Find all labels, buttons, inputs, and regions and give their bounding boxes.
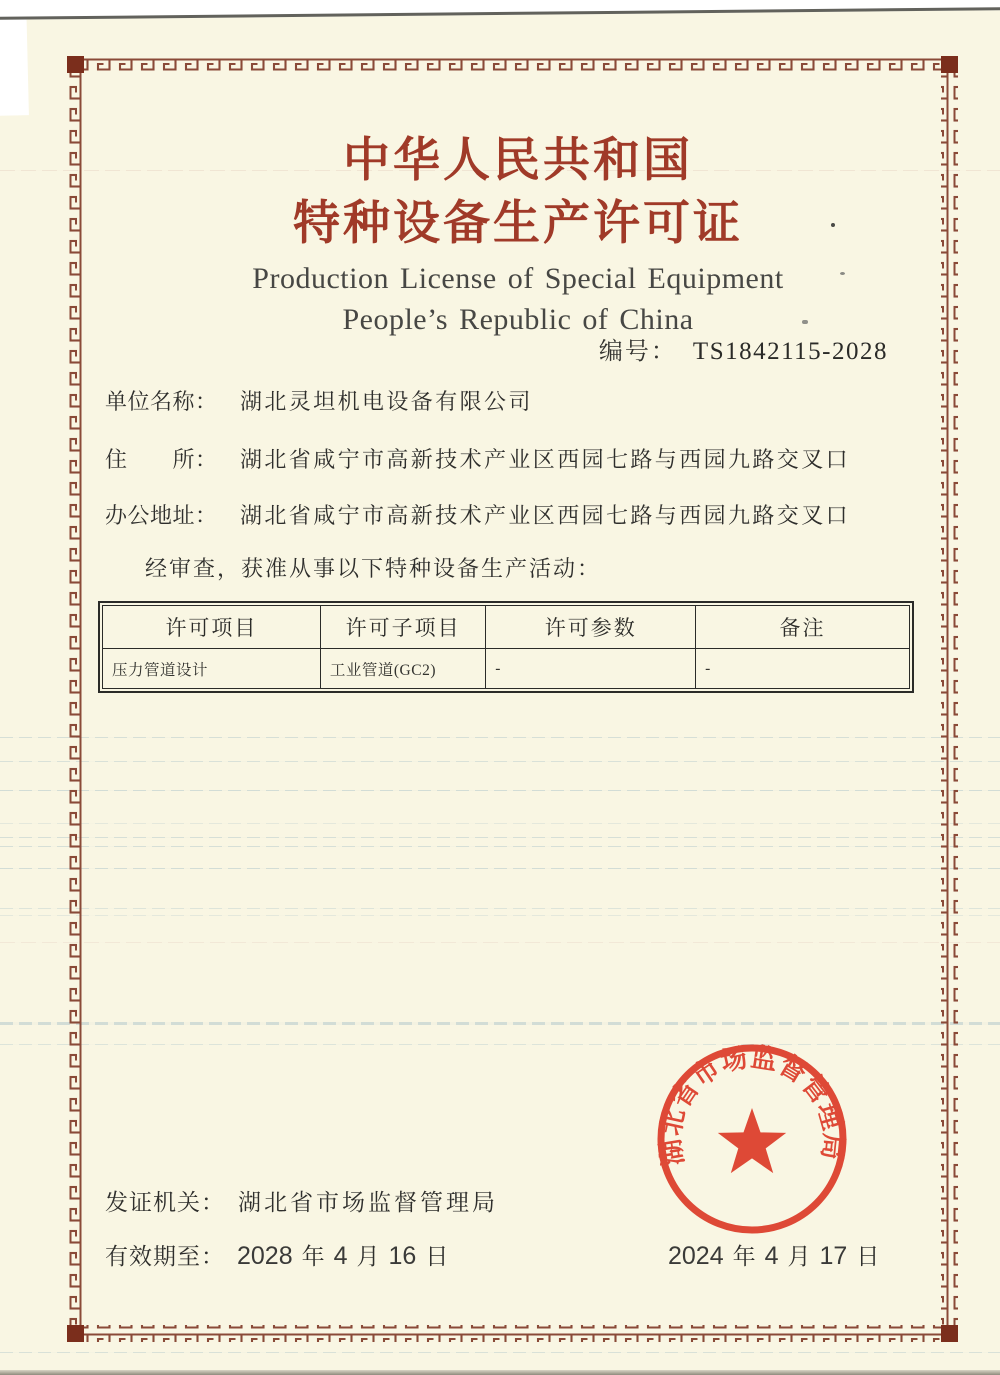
valid-day: 16 [388, 1242, 417, 1270]
table-header-subitem: 许可子项目 [320, 606, 485, 649]
scan-bottom-edge [0, 1370, 1000, 1375]
title-block [78, 130, 958, 338]
scan-line [0, 1352, 1000, 1353]
border-corner-bl [67, 1325, 84, 1342]
license-table [98, 601, 914, 693]
issue-day: 17 [819, 1242, 848, 1270]
table-header-remarks: 备注 [696, 606, 910, 649]
border-corner-tl [67, 56, 84, 73]
field-issuing-authority [105, 1184, 498, 1217]
issue-month: 4 [764, 1242, 779, 1270]
table-cell-item: 压力管道设计 [103, 649, 321, 689]
table-row [103, 649, 910, 689]
issue-year: 2024 [668, 1242, 724, 1270]
title-en-line1: Production License of Special Equipment [252, 262, 784, 295]
table-cell-params: - [486, 649, 696, 689]
title-zh-line2: 特种设备生产许可证 [293, 198, 743, 250]
issue-date-line [663, 1238, 883, 1271]
field-company-name-value: 湖北灵坦机电设备有限公司 [240, 389, 533, 414]
seal-arc-text: 湖北省市场监督管理局 [654, 1041, 849, 1168]
license-number-value: TS1842115-2028 [692, 338, 888, 365]
table-header-row [103, 606, 910, 649]
issue-month-unit: 月 [787, 1244, 811, 1269]
valid-month-unit: 月 [356, 1244, 380, 1269]
field-office-address-label: 办公地址： [105, 503, 218, 528]
seal-star [718, 1108, 786, 1173]
field-residence-label: 住 所： [105, 447, 218, 472]
table-cell-subitem: 工业管道(GC2) [320, 649, 485, 689]
table-header-params: 许可参数 [486, 606, 696, 649]
border-corner-tr [941, 56, 958, 73]
approval-statement: 经审查，获准从事以下特种设备生产活动： [145, 556, 602, 581]
title-en-line2: People’s Republic of China [342, 303, 694, 336]
field-company-name [105, 385, 533, 416]
license-number [599, 331, 888, 366]
scan-top-edge [0, 0, 1000, 20]
title-zh-line1: 中华人民共和国 [343, 135, 693, 187]
field-residence [105, 443, 850, 474]
valid-year: 2028 [237, 1242, 293, 1270]
license-number-label: 编号： [598, 339, 677, 365]
issue-year-unit: 年 [732, 1244, 756, 1269]
border-top [84, 56, 941, 73]
field-office-address-value: 湖北省咸宁市高新技术产业区西园七路与西园九路交叉口 [240, 503, 851, 528]
valid-until-label: 有效期至： [105, 1244, 225, 1269]
border-bottom [84, 1325, 941, 1342]
issuing-authority-value: 湖北省市场监督管理局 [238, 1190, 498, 1215]
valid-year-unit: 年 [301, 1244, 325, 1269]
valid-until-line [105, 1238, 452, 1271]
field-company-name-label: 单位名称： [105, 389, 218, 414]
table-cell-remarks: - [696, 649, 910, 689]
border-corner-br [941, 1325, 958, 1342]
issue-day-unit: 日 [856, 1244, 880, 1269]
official-seal [652, 1039, 852, 1239]
valid-day-unit: 日 [425, 1244, 449, 1269]
issuing-authority-label: 发证机关： [105, 1190, 225, 1215]
table-header-item: 许可项目 [103, 606, 321, 649]
valid-month: 4 [333, 1242, 348, 1270]
field-residence-value: 湖北省咸宁市高新技术产业区西园七路与西园九路交叉口 [240, 447, 851, 472]
field-office-address [105, 499, 850, 530]
